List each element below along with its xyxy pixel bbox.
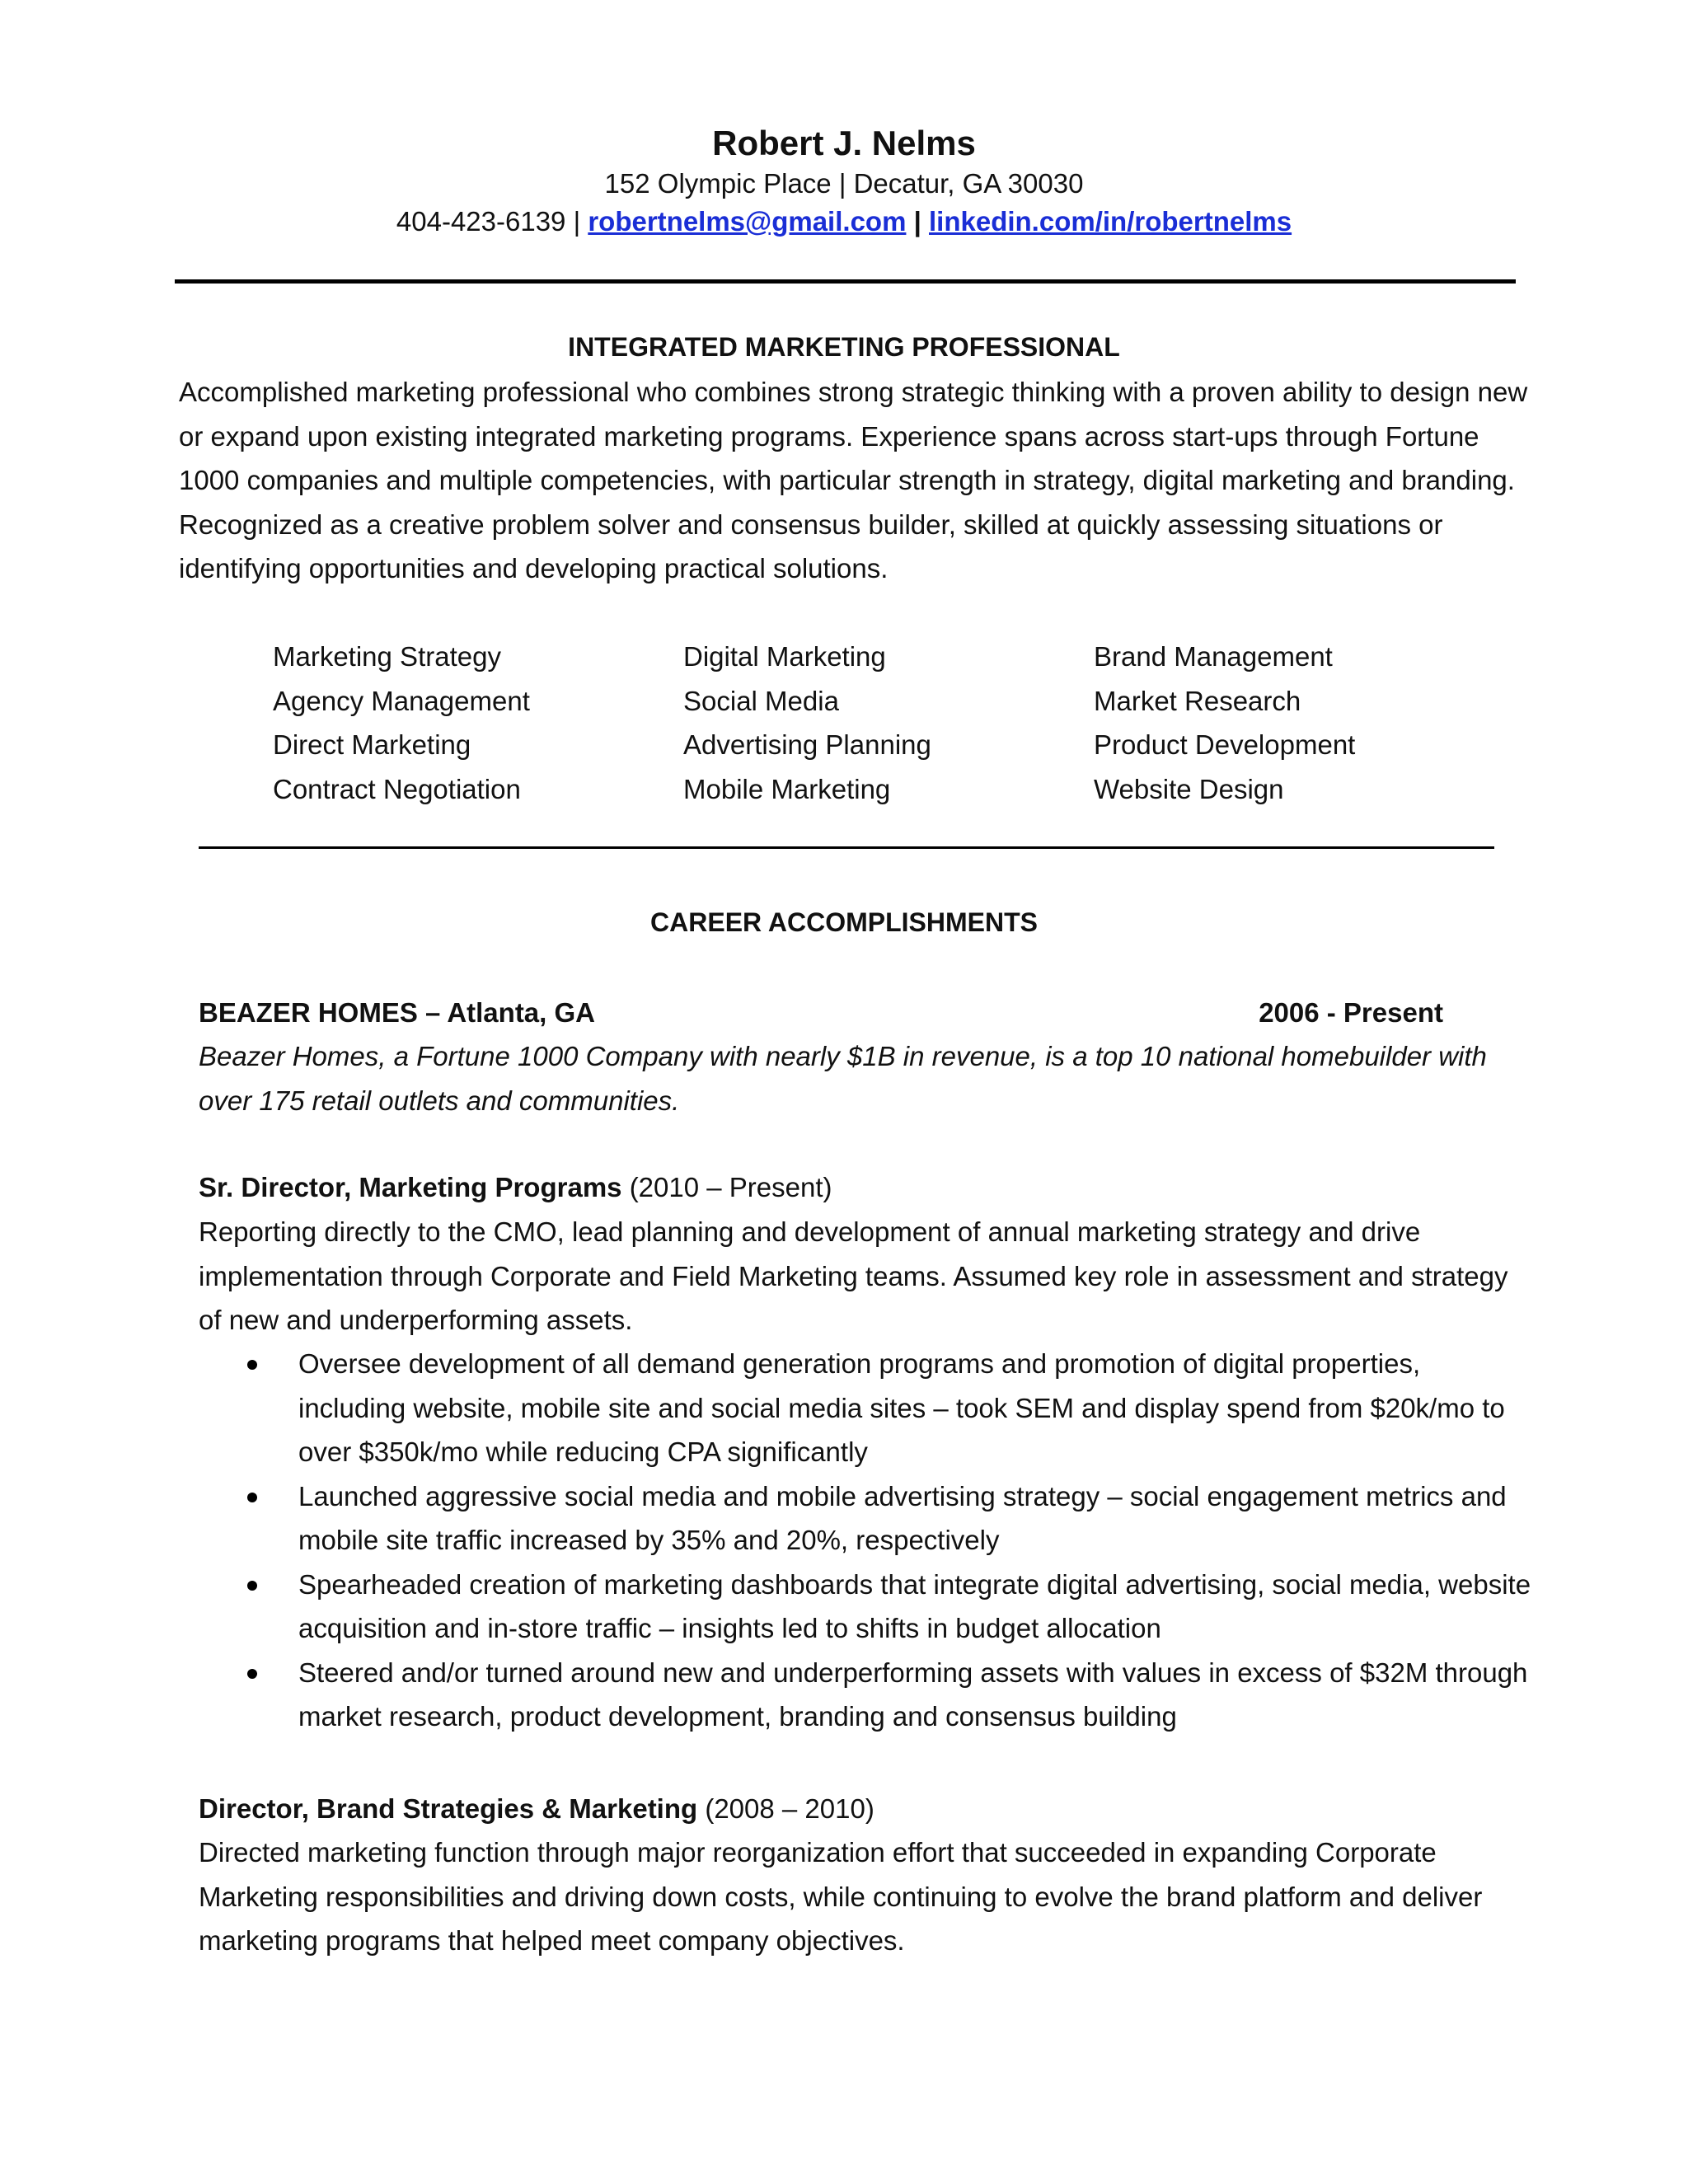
phone-number: 404-423-6139 | — [396, 206, 581, 237]
role-description: Reporting directly to the CMO, lead planning and development of annual marketing strategy and drive implementation through Corporate and Field Marketing teams. Assumed key role in assessment and strategy of new and underperforming assets. — [199, 1216, 1508, 1335]
skills-grid — [273, 635, 1509, 811]
skill-item: Website Design — [1094, 773, 1284, 804]
linkedin-link[interactable]: linkedin.com/in/robertnelms — [929, 206, 1292, 237]
skill-item: Direct Marketing — [273, 729, 471, 760]
list-item — [247, 1474, 1533, 1563]
address-line: 152 Olympic Place | Decatur, GA 30030 — [604, 168, 1084, 199]
skills-row — [273, 767, 1509, 812]
summary-heading: INTEGRATED MARKETING PROFESSIONAL — [568, 332, 1120, 362]
skill-item: Contract Negotiation — [273, 773, 521, 804]
contact-line — [0, 204, 1688, 239]
list-item — [247, 1651, 1533, 1739]
company-dates: 2006 - Present — [1259, 997, 1443, 1028]
skill-item: Market Research — [1094, 685, 1301, 716]
list-item-text: Oversee development of all demand generation programs and promotion of digital properties, including website, mobile site and social media sites – took SEM and display spend from $20k/mo to over $350k/mo while reducing CPA significantly — [298, 1348, 1505, 1467]
skill-item: Digital Marketing — [683, 641, 886, 672]
role-description: Directed marketing function through major reorganization effort that succeeded in expanding Corporate Marketing responsibilities and driving down costs, while continuing to evolve the brand platform and deliver marketing programs that helped meet company objectives. — [199, 1837, 1483, 1956]
skill-item: Marketing Strategy — [273, 641, 501, 672]
skill-item: Brand Management — [1094, 641, 1333, 672]
company-description: Beazer Homes, a Fortune 1000 Company with nearly $1B in revenue, is a top 10 national homebuilder with over 175 retail outlets and communities. — [199, 1041, 1487, 1116]
bullet-icon — [247, 1360, 257, 1370]
role-title: Director, Brand Strategies & Marketing — [199, 1793, 698, 1824]
list-item — [247, 1342, 1533, 1474]
list-item-text: Spearheaded creation of marketing dashboards that integrate digital advertising, social media, website acquisition and in-store traffic – insights led to shifts in budget allocation — [298, 1568, 1531, 1643]
skill-item: Agency Management — [273, 685, 530, 716]
bullet-icon — [247, 1581, 257, 1591]
skill-item: Product Development — [1094, 729, 1356, 760]
role-title-line — [199, 1787, 874, 1831]
email-link[interactable]: robertnelms@gmail.com — [588, 206, 907, 237]
role-title-line — [199, 1165, 832, 1210]
career-heading: CAREER ACCOMPLISHMENTS — [650, 907, 1038, 937]
skills-row — [273, 679, 1509, 724]
role-dates: (2008 – 2010) — [705, 1793, 874, 1824]
candidate-name: Robert J. Nelms — [712, 124, 976, 162]
role-title: Sr. Director, Marketing Programs — [199, 1172, 622, 1202]
skill-item: Social Media — [683, 685, 839, 716]
skills-row — [273, 635, 1509, 679]
company-line — [199, 991, 1443, 1035]
skills-row — [273, 723, 1509, 767]
contact-separator: | — [913, 206, 921, 237]
skill-item: Mobile Marketing — [683, 773, 891, 804]
header-divider — [175, 279, 1516, 284]
bullet-icon — [247, 1493, 257, 1502]
skill-item: Advertising Planning — [683, 729, 931, 760]
list-item — [247, 1563, 1533, 1651]
accomplishment-list — [247, 1342, 1533, 1739]
list-item-text: Steered and/or turned around new and underperforming assets with values in excess of $32M through market research, product development, branding and consensus building — [298, 1657, 1528, 1732]
company-name: BEAZER HOMES – Atlanta, GA — [199, 997, 595, 1028]
skills-divider — [199, 846, 1494, 849]
bullet-icon — [247, 1669, 257, 1679]
summary-paragraph: Accomplished marketing professional who combines strong strategic thinking with a proven ability to design new or expand upon existing integrated marketing programs. Experience spans across start-ups through Fortune 1000 companies and multiple competencies, with particular strength in strategy, digital marketing and branding. Recognized as a creative problem solver and consensus builder, skilled at quickly assessing situations or identifying opportunities and developing practical solutions. — [179, 377, 1528, 583]
role-dates: (2010 – Present) — [629, 1172, 832, 1202]
list-item-text: Launched aggressive social media and mobile advertising strategy – social engagement metrics and mobile site traffic increased by 35% and 20%, respectively — [298, 1480, 1507, 1555]
